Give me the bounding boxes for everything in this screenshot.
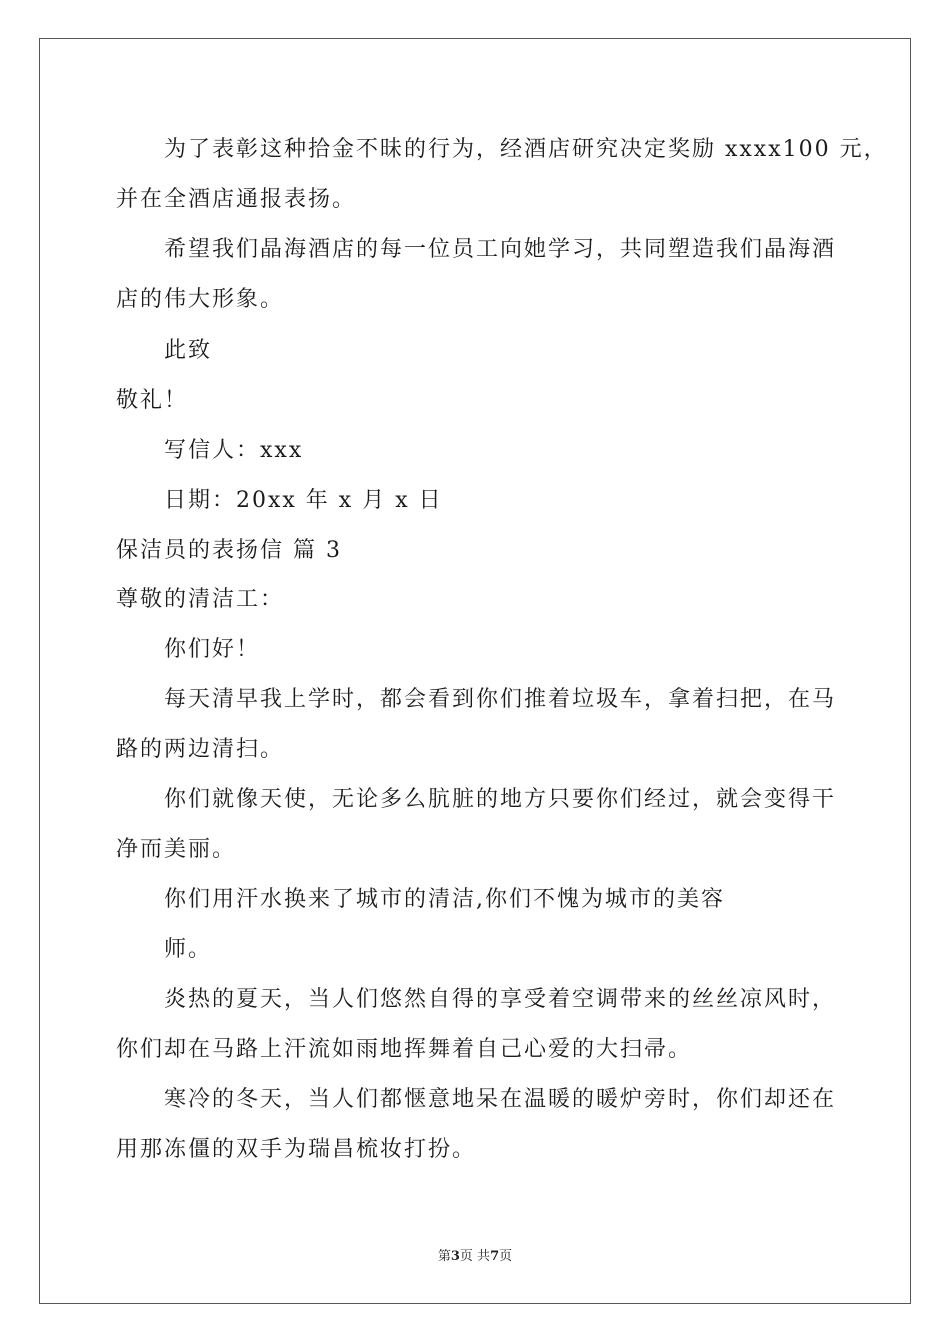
paragraph-line: 你们好！	[164, 637, 261, 662]
paragraph-line: 炎热的夏天，当人们悠然自得的享受着空调带来的丝丝凉风时，	[164, 987, 837, 1012]
closing-salutation: 此致	[164, 338, 213, 363]
paragraph-line: 净而美丽。	[116, 837, 237, 862]
closing-regards: 敬礼！	[116, 388, 189, 413]
paragraph-line: 店的伟大形象。	[116, 287, 285, 312]
footer-current-page: 3	[450, 1249, 460, 1264]
paragraph-line: 师。	[164, 937, 213, 962]
footer-mid: 页 共	[459, 1249, 491, 1264]
letter-greeting: 尊敬的清洁工：	[116, 587, 285, 612]
section-heading: 保洁员的表扬信 篇 3	[116, 538, 342, 563]
paragraph-line: 希望我们晶海酒店的每一位员工向她学习，共同塑造我们晶海酒	[164, 237, 837, 262]
paragraph-line: 用那冻僵的双手为瑞昌梳妆打扮。	[116, 1137, 477, 1162]
paragraph-line: 寒冷的冬天，当人们都惬意地呆在温暖的暖炉旁时，你们却还在	[164, 1087, 837, 1112]
paragraph-line: 你们用汗水换来了城市的清洁,你们不愧为城市的美容	[164, 887, 725, 912]
paragraph-line: 你们却在马路上汗流如雨地挥舞着自己心爱的大扫帚。	[116, 1037, 693, 1062]
page-number-footer	[0, 1248, 950, 1266]
signature-line: 写信人：xxx	[164, 438, 304, 463]
paragraph-line: 每天清早我上学时，都会看到你们推着垃圾车，拿着扫把，在马	[164, 687, 837, 712]
paragraph-line: 并在全酒店通报表扬。	[116, 187, 357, 212]
paragraph-line: 路的两边清扫。	[116, 737, 285, 762]
page-border	[39, 38, 911, 1304]
date-line: 日期：20xx 年 x 月 x 日	[164, 488, 443, 513]
paragraph-line: 为了表彰这种拾金不昧的行为，经酒店研究决定奖励 xxxx100 元，	[164, 137, 888, 162]
footer-suffix: 页	[499, 1249, 513, 1264]
paragraph-line: 你们就像天使，无论多么肮脏的地方只要你们经过，就会变得干	[164, 787, 837, 812]
footer-prefix: 第	[437, 1249, 451, 1264]
footer-total-pages: 7	[490, 1249, 500, 1264]
